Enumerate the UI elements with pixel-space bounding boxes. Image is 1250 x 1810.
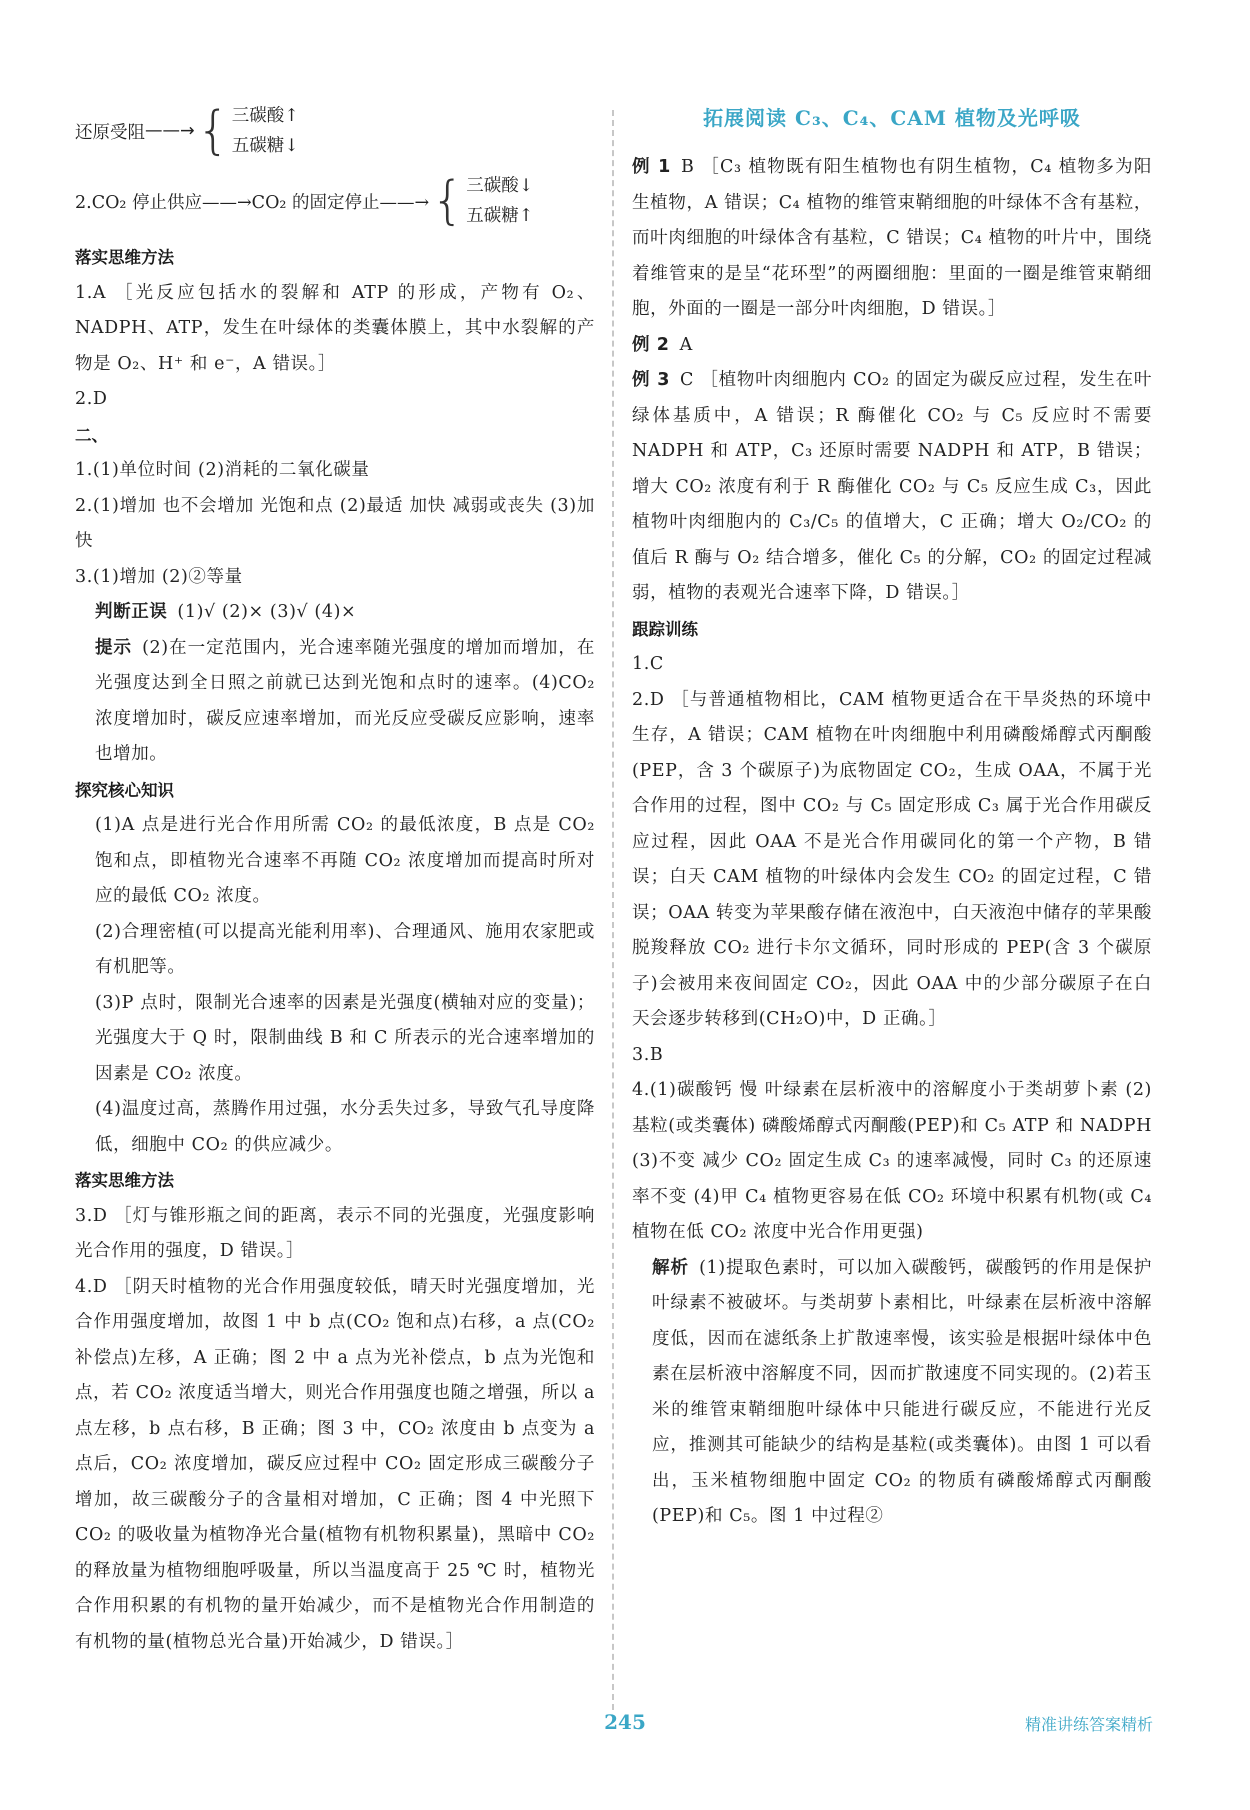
example-text: A <box>679 334 693 355</box>
right-column <box>632 96 1152 1535</box>
page-number: 245 <box>604 1710 646 1734</box>
brace-icon: { <box>431 171 465 231</box>
flow-branch-a: 三碳酸↓ <box>466 176 534 196</box>
book-title: 精准讲练答案精析 <box>1024 1715 1153 1734</box>
analysis-label: 解析 <box>652 1257 690 1278</box>
answer-item: 1.C <box>632 654 664 674</box>
example-item <box>632 150 1152 328</box>
brace-icon: { <box>196 101 230 161</box>
hint-text: (2)在一定范围内，光合速率随光强度的增加而增加，在光强度达到全日照之前就已达到光饱和点时的速率。(4)CO₂ 浓度增加时，碳反应速率增加，而光反应受碳反应影响，速率也增加。 <box>95 637 595 764</box>
flow-prefix: 2.CO₂ 停止供应——→CO₂ 的固定停止——→ <box>75 192 430 213</box>
flow-branch-b: 五碳糖↓ <box>231 136 299 156</box>
flow-branches <box>466 171 533 231</box>
flow-prefix: 还原受阻 <box>75 122 145 143</box>
judge-line <box>75 595 595 631</box>
example-label: 例 1 <box>632 157 671 177</box>
answer-item: 3.D ［灯与锥形瓶之间的距离，表示不同的光强度，光强度影响光合作用的强度，D 错误。］ <box>75 1205 595 1261</box>
example-text: B ［C₃ 植物既有阳生植物也有阴生植物，C₄ 植物多为阳生植物，A 错误；C₄ 植物的维管束鞘细胞的叶绿体不含有基粒，而叶肉细胞的叶绿体含有基粒，C 错误；C₄ 植物的叶片中，围绕着维管束的是呈“花环型”的两圈细胞：里面的一圈是维管束鞘细胞，外面的一圈是一部分叶肉细胞，D 错误。］ <box>632 157 1152 319</box>
flow-arrow: ——→ <box>145 121 195 141</box>
example-text: C ［植物叶肉细胞内 CO₂ 的固定为碳反应过程，发生在叶绿体基质中，A 错误；R 酶催化 CO₂ 与 C₅ 反应时不需要 NADPH 和 ATP，C₃ 还原时需要 NADPH 和 ATP，B 错误；增大 CO₂ 浓度有利于 R 酶催化 CO₂ 与 C₅ 反应生成 C₃，因此植物叶肉细胞内的 C₃/C₅ 的值增大，C 正确；增大 O₂/CO₂ 的值后 R 酶与 O₂ 结合增多，催化 C₅ 的分解，CO₂ 的固定过程减弱，植物的表观光合速率下降，D 错误。］ <box>632 370 1152 603</box>
answer-item: 1.A ［光反应包括水的裂解和 ATP 的形成，产物有 O₂、NADPH、ATP，发生在叶绿体的类囊体膜上，其中水裂解的产物是 O₂、H⁺ 和 e⁻，A 错误。］ <box>75 282 595 374</box>
part-title: 二、 <box>75 425 108 445</box>
flow-diagram-co2 <box>75 166 595 236</box>
extended-reading-title: 拓展阅读 C₃、C₄、CAM 植物及光呼吸 <box>703 106 1081 130</box>
flow-branch-a: 三碳酸↑ <box>231 106 299 126</box>
example-item <box>632 328 1152 364</box>
answer-item: 2.D ［与普通植物相比，CAM 植物更适合在干旱炎热的环境中生存，A 错误；CAM 植物在叶肉细胞中利用磷酸烯醇式丙酮酸(PEP，含 3 个碳原子)为底物固定 CO₂，生成 OAA，不属于光合作用的过程，图中 CO₂ 与 C₅ 固定形成 C₃ 属于光合作用碳反应过程，因此 OAA 不是光合作用碳同化的第一个产物，B 错误；白天 CAM 植物的叶绿体内会发生 CO₂ 的固定过程，C 错误；OAA 转变为苹果酸存储在液泡中，白天液泡中储存的苹果酸脱羧释放 CO₂ 进行卡尔文循环，同时形成的 PEP(含 3 个碳原子)会被用来夜间固定 CO₂，因此 OAA 中的少部分碳原子在白天会逐步转移到(CH₂O)中，D 正确。］ <box>632 689 1152 1029</box>
section-title: 落实思维方法 <box>75 248 174 267</box>
flow-branch-b: 五碳糖↑ <box>466 206 534 226</box>
section-title: 落实思维方法 <box>75 1171 174 1190</box>
answer-item: 2.D <box>75 389 108 409</box>
judge-label: 判断正误 <box>95 602 168 622</box>
answer-item: 3.B <box>632 1044 664 1065</box>
example-label: 例 3 <box>632 370 670 390</box>
hint-paragraph <box>75 631 595 773</box>
hint-label: 提示 <box>95 637 133 658</box>
section-title: 跟踪训练 <box>632 619 698 639</box>
core-item: (1)A 点是进行光合作用所需 CO₂ 的最低浓度，B 点是 CO₂ 饱和点，即植物光合速率不再随 CO₂ 浓度增加而提高时所对应的最低 CO₂ 浓度。 <box>95 815 595 906</box>
column-divider <box>612 110 614 1710</box>
flow-branches <box>232 101 299 161</box>
answer-item: 4.D ［阴天时植物的光合作用强度较低，晴天时光强度增加，光合作用强度增加，故图 1 中 b 点(CO₂ 饱和点)右移，a 点(CO₂ 补偿点)左移，A 正确；图 2 中 a 点为光补偿点，b 点为光饱和点，若 CO₂ 浓度适当增大，则光合作用强度也随之增强，所以 a 点左移，b 点右移，B 正确；图 3 中，CO₂ 浓度由 b 点变为 a 点后，CO₂ 浓度增加，碳反应过程中 CO₂ 固定形成三碳酸分子增加，故三碳酸分子的含量相对增加，C 正确；图 4 中光照下 CO₂ 的吸收量为植物净光合量(植物有机物积累量)，黑暗中 CO₂ 的释放量为植物细胞呼吸量，所以当温度高于 25 ℃ 时，植物光合作用积累的有机物的量开始减少，而不是植物光合作用制造的有机物的量(植物总光合量)开始减少，D 错误。］ <box>75 1276 595 1652</box>
judge-text: (1)√ (2)× (3)√ (4)× <box>177 602 357 622</box>
example-item <box>632 363 1152 612</box>
answer-item: 1.(1)单位时间 (2)消耗的二氧化碳量 <box>75 460 370 480</box>
left-column <box>75 96 595 1660</box>
core-item: (3)P 点时，限制光合速率的因素是光强度(横轴对应的变量)；光强度大于 Q 时，限制曲线 B 和 C 所表示的光合速率增加的因素是 CO₂ 浓度。 <box>95 992 595 1084</box>
analysis-paragraph <box>632 1251 1152 1535</box>
core-item: (2)合理密植(可以提高光能利用率)、合理通风、施用农家肥或有机肥等。 <box>95 921 595 977</box>
analysis-text: (1)提取色素时，可以加入碳酸钙，碳酸钙的作用是保护叶绿素不被破坏。与类胡萝卜素相比，叶绿素在层析液中溶解度低，因而在滤纸条上扩散速率慢，该实验是根据叶绿体中色素在层析液中溶解度不同，因而扩散速度不同实现的。(2)若玉米的维管束鞘细胞叶绿体中只能进行碳反应，不能进行光反应，推测其可能缺少的结构是基粒(或类囊体)。由图 1 可以看出，玉米植物细胞中固定 CO₂ 的物质有磷酸烯醇式丙酮酸(PEP)和 C₅。图 1 中过程② <box>652 1257 1152 1526</box>
answer-item: 2.(1)增加 也不会增加 光饱和点 (2)最适 加快 减弱或丧失 (3)加快 <box>75 495 595 551</box>
answer-item: 3.(1)增加 (2)②等量 <box>75 566 243 587</box>
flow-diagram-reduction <box>75 96 595 166</box>
core-item: (4)温度过高，蒸腾作用过强，水分丢失过多，导致气孔导度降低，细胞中 CO₂ 的供应减少。 <box>95 1099 595 1155</box>
example-label: 例 2 <box>632 334 670 355</box>
answer-item: 4.(1)碳酸钙 慢 叶绿素在层析液中的溶解度小于类胡萝卜素 (2)基粒(或类囊体) 磷酸烯醇式丙酮酸(PEP)和 C₅ ATP 和 NADPH (3)不变 减少 CO₂ 固定生成 C₃ 的速率减慢，同时 C₃ 的还原速率不变 (4)甲 C₄ 植物更容易在低 CO₂ 环境中积累有机物(或 C₄ 植物在低 CO₂ 浓度中光合作用更强) <box>632 1080 1152 1242</box>
section-title: 探究核心知识 <box>75 780 174 800</box>
